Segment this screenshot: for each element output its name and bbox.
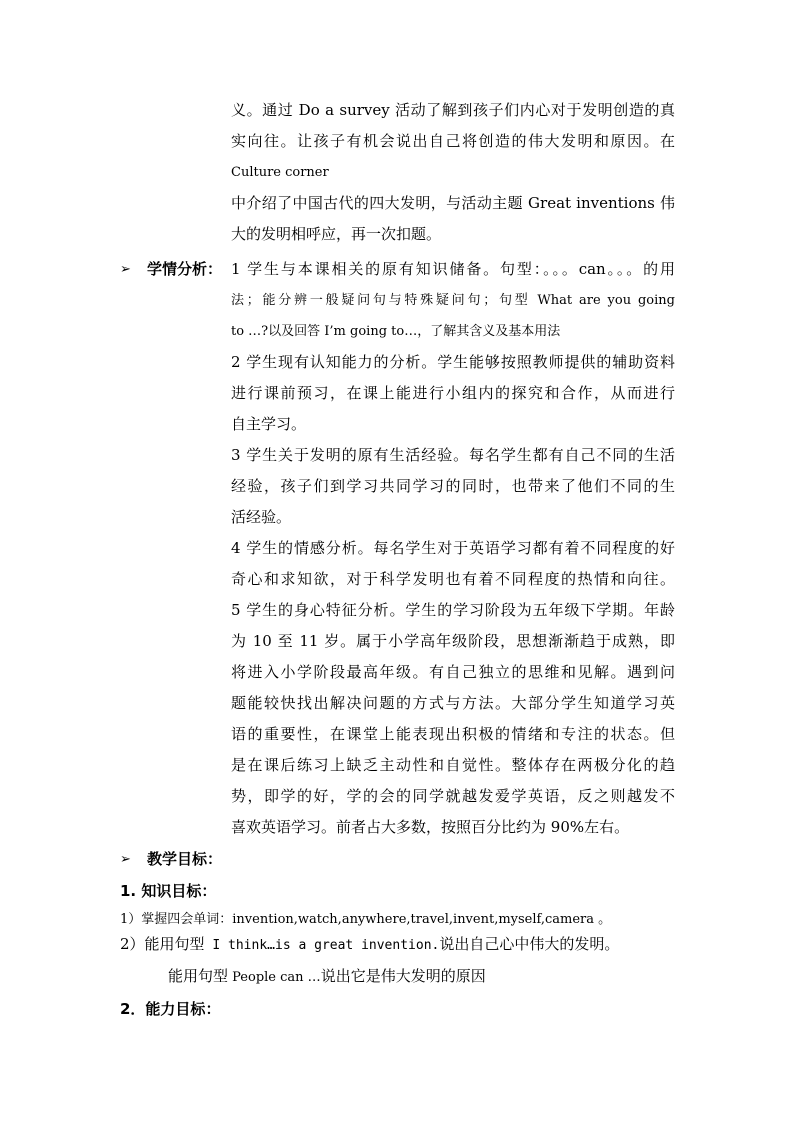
learner-line-2: 法；能分辨一般疑问句与特殊疑问句；句型 What are you going — [231, 293, 675, 308]
learner-line-16: 语的重要性，在课堂上能表现出积极的情绪和专注的状态。但 — [231, 725, 675, 743]
knowledge-item-3 — [168, 961, 486, 993]
knowledge-item-3-prefix: 能用句型 — [168, 967, 229, 985]
learner-line-12: 5 学生的身心特征分析。学生的学习阶段为五年级下学期。年龄 — [231, 601, 675, 619]
knowledge-item-2-sentence: I think…is a great invention. — [204, 938, 440, 953]
learner-line-7: 3 学生关于发明的原有生活经验。每名学生都有自己不同的生活 — [231, 446, 675, 464]
knowledge-item-2-prefix: 2）能用句型 — [120, 935, 205, 953]
learner-line-1: 1 学生与本课相关的原有知识储备。句型：。。。can。。。的用 — [231, 260, 675, 278]
learner-line-15: 题能较快找出解决问题的方式与方法。大部分学生知道学习英 — [231, 694, 675, 712]
intro-line-5: 大的发明相呼应，再一次扣题。 — [231, 225, 442, 243]
goals-bullet-icon: ➢ — [120, 852, 131, 867]
learner-analysis-bullet-icon: ➢ — [120, 262, 131, 277]
learner-line-3: to …?以及回答 I’m going to…，了解其含义及基本用法 — [231, 324, 561, 339]
intro-line-2: 实向往。让孩子有机会说出自己将创造的伟大发明和原因。在 — [231, 132, 675, 150]
knowledge-item-2-suffix: 说出自己心中伟大的发明。 — [439, 935, 620, 953]
learner-analysis-body — [231, 254, 675, 843]
knowledge-item-1: 1）掌握四会单词：invention,watch,anywhere,travel,invent,myself,camera 。 — [120, 912, 612, 927]
intro-line-3: Culture corner — [231, 165, 329, 180]
knowledge-item-3-sentence: People can … — [228, 970, 321, 985]
intro-line-4: 中介绍了中国古代的四大发明，与活动主题 Great inventions 伟 — [231, 194, 675, 212]
ability-goals-heading: 2．能力目标： — [120, 1000, 221, 1018]
learner-line-4: 2 学生现有认知能力的分析。学生能够按照教师提供的辅助资料 — [231, 353, 675, 371]
learner-line-14: 将进入小学阶段最高年级。有自己独立的思维和见解。遇到问 — [231, 663, 675, 681]
knowledge-item-3-suffix: 说出它是伟大发明的原因 — [320, 967, 486, 985]
knowledge-goals-heading: 1. 知识目标： — [120, 882, 217, 900]
learner-line-18: 势，即学的好，学的会的同学就越发爱学英语，反之则越发不 — [231, 787, 675, 805]
learner-line-6: 自主学习。 — [231, 415, 307, 433]
learner-line-5: 进行课前预习，在课上能进行小组内的探究和合作，从而进行 — [231, 384, 675, 402]
learner-line-11: 奇心和求知欲，对于科学发明也有着不同程度的热情和向往。 — [231, 570, 675, 588]
learner-line-17: 是在课后练习上缺乏主动性和自觉性。整体存在两极分化的趋 — [231, 756, 675, 774]
learner-line-19: 喜欢英语学习。前者占大多数，按照百分比约为 90%左右。 — [231, 818, 630, 836]
learner-analysis-heading: 学情分析： — [147, 260, 223, 278]
learner-line-13: 为 10 至 11 岁。属于小学高年级阶段，思想渐渐趋于成熟，即 — [231, 632, 675, 650]
learner-line-10: 4 学生的情感分析。每名学生对于英语学习都有着不同程度的好 — [231, 539, 675, 557]
intro-paragraph — [231, 95, 675, 250]
knowledge-item-2 — [120, 929, 619, 961]
goals-heading: 教学目标： — [147, 850, 223, 868]
learner-line-8: 经验，孩子们到学习共同学习的同时，也带来了他们不同的生 — [231, 477, 675, 495]
intro-line-1: 义。通过 Do a survey 活动了解到孩子们内心对于发明创造的真 — [231, 101, 675, 119]
learner-line-9: 活经验。 — [231, 508, 292, 526]
